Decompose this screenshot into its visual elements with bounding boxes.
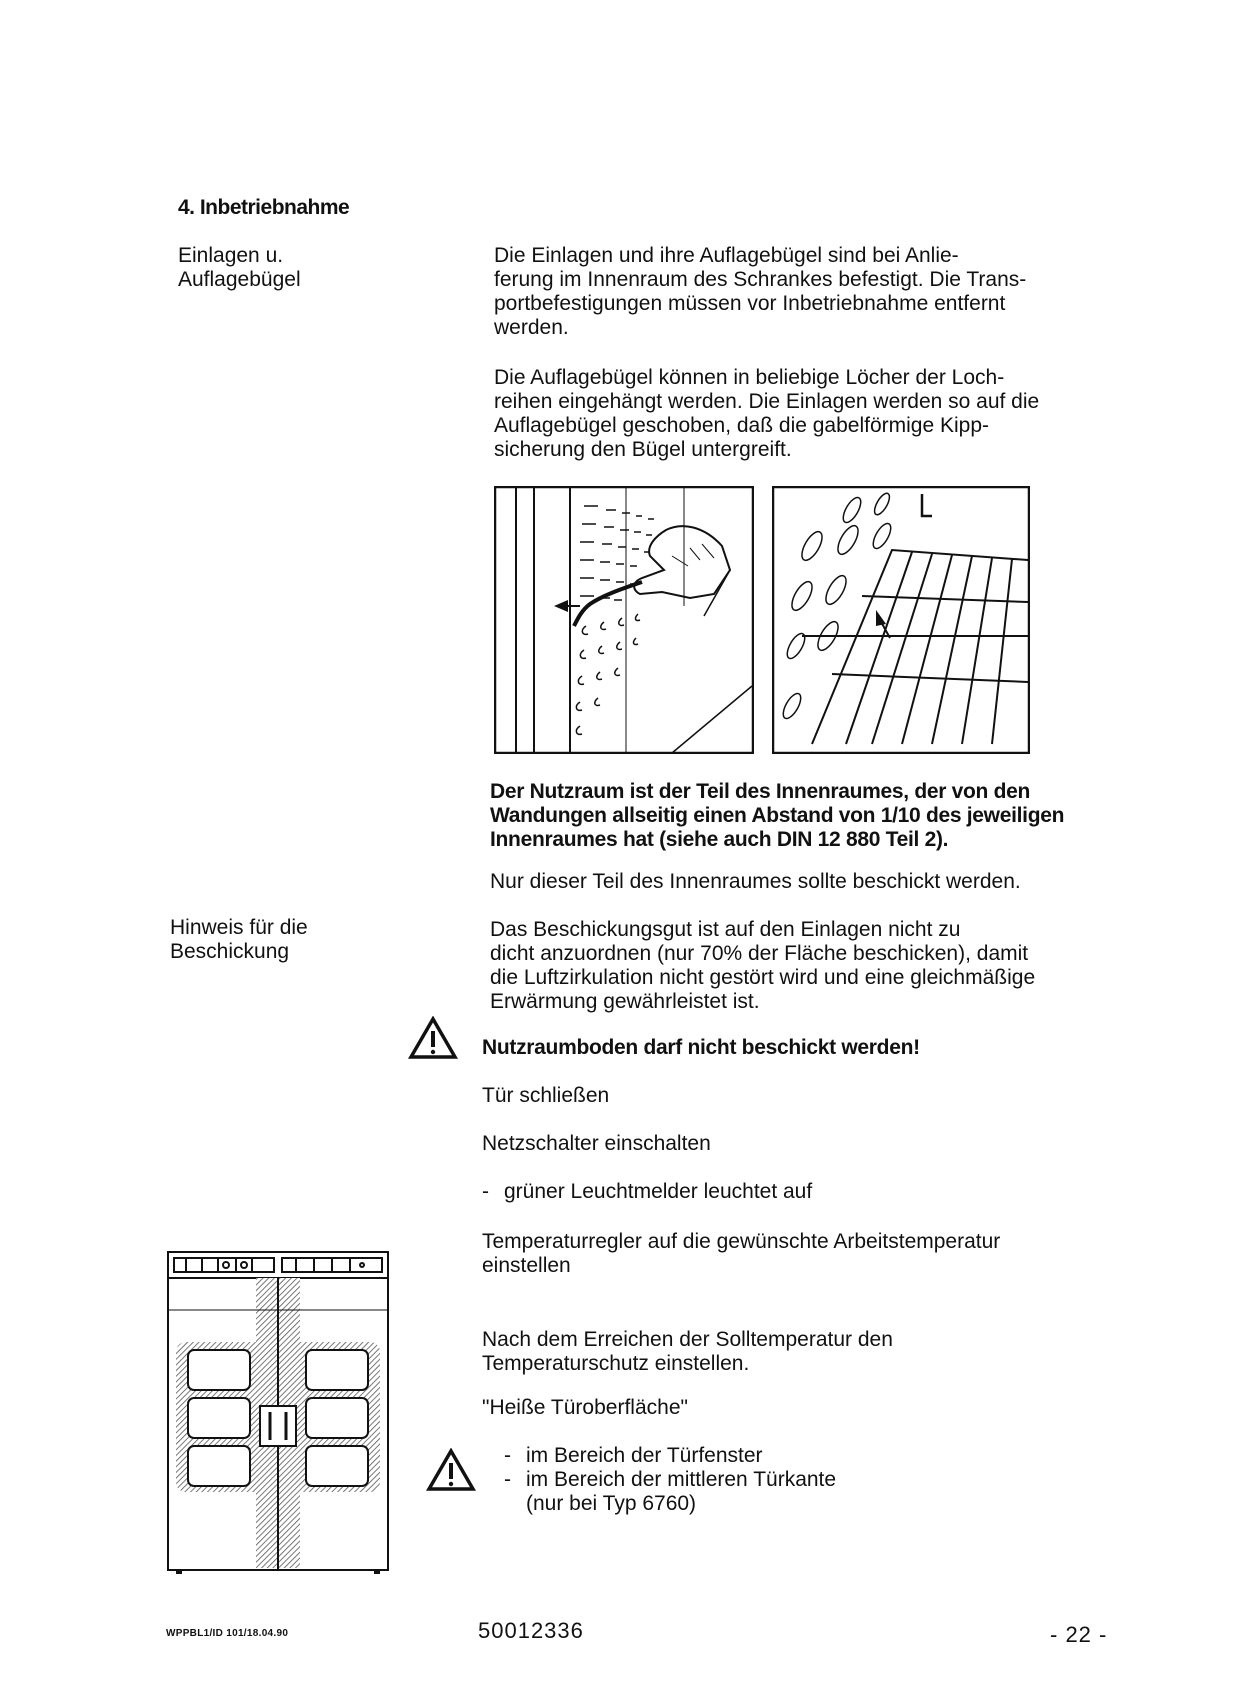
text-line: Der Nutzraum ist der Teil des Innenraumes, der von den: [490, 780, 1031, 803]
list-dash: -: [482, 1180, 489, 1203]
footer-code: WPPBL1/ID 101/18.04.90: [166, 1628, 289, 1639]
list-dash: -: [504, 1468, 511, 1491]
hot-surface-note: (nur bei Typ 6760): [526, 1492, 697, 1515]
list-dash: -: [504, 1444, 511, 1467]
list-text: im Bereich der Türfenster: [526, 1444, 763, 1467]
hot-surface-heading: "Heiße Türoberfläche": [482, 1396, 688, 1419]
text-line: einstellen: [482, 1254, 571, 1277]
paragraph-load-only: Nur dieser Teil des Innenraumes sollte beschickt werden.: [490, 870, 1021, 893]
warning-text-floor: Nutzraumboden darf nicht beschickt werden!: [482, 1036, 920, 1059]
text-line: Die Einlagen und ihre Auflagebügel sind bei Anlie-: [494, 244, 959, 267]
list-text: im Bereich der mittleren Türkante: [526, 1468, 837, 1491]
text-line: portbefestigungen müssen vor Inbetriebnahme entfernt: [494, 292, 1006, 315]
text-line: Erwärmung gewährleistet ist.: [490, 990, 760, 1013]
text-line: werden.: [494, 316, 569, 339]
text-line: ferung im Innenraum des Schrankes befestigt. Die Trans-: [494, 268, 1027, 291]
text-line: Temperaturschutz einstellen.: [482, 1352, 750, 1375]
text-line: reihen eingehängt werden. Die Einlagen werden so auf die: [494, 390, 1040, 413]
footer-doc-number: 50012336: [478, 1618, 584, 1643]
text-line: Wandungen allseitig einen Abstand von 1/10 des jeweiligen: [490, 804, 1065, 827]
text-line: Temperaturregler auf die gewünschte Arbeitstemperatur: [482, 1230, 1001, 1253]
step-power-note: [482, 1180, 812, 1204]
text-line: dicht anzuordnen (nur 70% der Fläche beschicken), damit: [490, 942, 1029, 965]
list-item: [504, 1468, 836, 1492]
sidebar-label-line: Einlagen u.: [178, 244, 284, 267]
warning-triangle-icon: [426, 1448, 476, 1492]
warning-triangle-icon: [408, 1016, 458, 1060]
sidebar-label-line: Auflagebügel: [178, 268, 301, 291]
text-line: Das Beschickungsgut ist auf den Einlagen nicht zu: [490, 918, 961, 941]
step-close-door: Tür schließen: [482, 1084, 610, 1107]
illustration-shelf-grid: [772, 486, 1030, 754]
text-line: die Luftzirkulation nicht gestört wird und eine gleichmäßige: [490, 966, 1036, 989]
step-temperature-protection: [482, 1328, 893, 1376]
hot-surface-list: [504, 1444, 836, 1516]
illustration-bracket-insertion: [494, 486, 754, 754]
text-line: Auflagebügel geschoben, daß die gabelförmige Kipp-: [494, 414, 990, 437]
paragraph-usable-space: [490, 780, 1130, 852]
text-line: Die Auflagebügel können in beliebige Löcher der Loch-: [494, 366, 1005, 389]
sidebar-label-einlagen: [178, 244, 301, 292]
section-title: 4. Inbetriebnahme: [178, 196, 350, 219]
sidebar-label-hinweis: [170, 916, 308, 964]
illustration-cabinet-front: [166, 1250, 392, 1574]
step-temperature-controller: [482, 1230, 1000, 1278]
text-line: Nach dem Erreichen der Solltemperatur den: [482, 1328, 893, 1351]
step-power-on: Netzschalter einschalten: [482, 1132, 711, 1155]
text-line: Innenraumes hat (siehe auch DIN 12 880 Teil 2).: [490, 828, 949, 851]
list-text: grüner Leuchtmelder leuchtet auf: [504, 1180, 813, 1203]
paragraph-loading-hint: [490, 918, 1150, 1014]
sidebar-label-line: Hinweis für die: [170, 916, 308, 939]
sidebar-label-line: Beschickung: [170, 940, 290, 963]
paragraph-brackets: [494, 366, 1114, 462]
paragraph-delivery: [494, 244, 1114, 340]
text-line: sicherung den Bügel untergreift.: [494, 438, 792, 461]
page-number: - 22 -: [1050, 1622, 1108, 1647]
list-item: [504, 1444, 836, 1468]
